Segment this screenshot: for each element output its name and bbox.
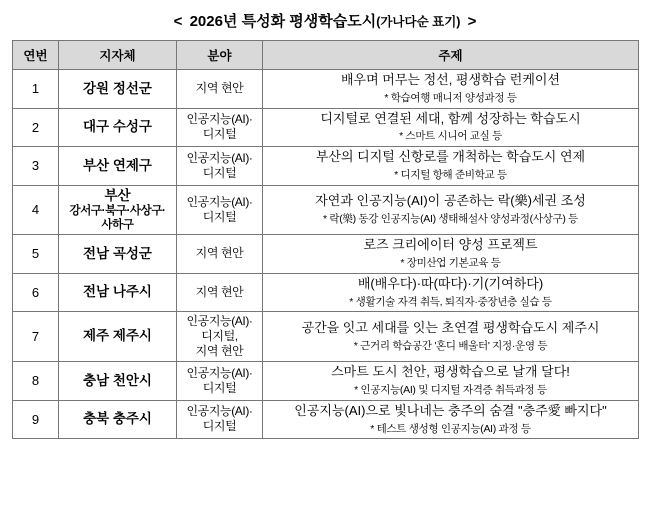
cell-no: 7 bbox=[13, 312, 59, 362]
cell-topic bbox=[263, 108, 639, 147]
cell-government bbox=[59, 147, 177, 186]
cell-topic bbox=[263, 185, 639, 235]
column-header-no: 연번 bbox=[13, 41, 59, 70]
cell-no: 5 bbox=[13, 235, 59, 274]
topic-note: * 생활기술 자격 취득, 퇴직자·중장년층 실습 등 bbox=[349, 295, 552, 308]
government-subdistricts: 사하구 bbox=[101, 219, 134, 232]
cell-government bbox=[59, 273, 177, 312]
field-line: 지역 현안 bbox=[195, 246, 244, 261]
cell-field bbox=[177, 400, 263, 439]
field-line: 인공지능(AI)· bbox=[186, 365, 253, 380]
title-close-angle: > bbox=[467, 13, 477, 30]
table-row bbox=[13, 70, 639, 109]
topic-title: 배(배우다)·따(따다)·기(기여하다) bbox=[357, 275, 544, 291]
column-header-government: 지자체 bbox=[59, 41, 177, 70]
government-name: 전남 곡성군 bbox=[83, 245, 152, 261]
topic-note: * 근거리 학습공간 '혼디 배울터' 지정·운영 등 bbox=[353, 339, 548, 352]
cell-no: 1 bbox=[13, 70, 59, 109]
title-paren: (가나다순 표기) bbox=[376, 15, 461, 29]
table-row bbox=[13, 273, 639, 312]
topic-title: 로즈 크리에이터 양성 프로젝트 bbox=[363, 237, 538, 253]
topic-title: 부산의 디지털 신항로를 개척하는 학습도시 연제 bbox=[315, 149, 586, 165]
cell-topic bbox=[263, 235, 639, 274]
field-line: 디지털 bbox=[202, 127, 237, 142]
specialized-cities-table bbox=[12, 40, 639, 439]
topic-note: * 학습여행 매니저 양성과정 등 bbox=[384, 91, 517, 104]
field-line: 디지털 bbox=[202, 165, 237, 180]
cell-field bbox=[177, 312, 263, 362]
field-line: 디지털 bbox=[202, 380, 237, 395]
topic-title: 디지털로 연결된 세대, 함께 성장하는 학습도시 bbox=[320, 110, 581, 126]
table-row bbox=[13, 235, 639, 274]
field-line: 지역 현안 bbox=[195, 81, 244, 96]
topic-title: 인공지능(AI)으로 빛나네는 충주의 숨결 "충주愛 빠지다" bbox=[294, 402, 607, 418]
cell-government bbox=[59, 362, 177, 401]
field-line: 인공지능(AI)· bbox=[186, 314, 253, 329]
cell-field bbox=[177, 362, 263, 401]
topic-note: * 장미산업 기본교육 등 bbox=[400, 256, 501, 269]
field-line: 지역 현안 bbox=[195, 284, 244, 299]
cell-field bbox=[177, 70, 263, 109]
cell-topic bbox=[263, 400, 639, 439]
cell-government bbox=[59, 185, 177, 235]
cell-no: 2 bbox=[13, 108, 59, 147]
field-line: 인공지능(AI)· bbox=[186, 404, 253, 419]
table-header-row bbox=[13, 41, 639, 70]
cell-government bbox=[59, 70, 177, 109]
table-row bbox=[13, 312, 639, 362]
topic-note: * 스마트 시니어 교실 등 bbox=[399, 130, 502, 143]
cell-field bbox=[177, 235, 263, 274]
cell-government bbox=[59, 312, 177, 362]
government-name: 전남 나주시 bbox=[83, 284, 152, 300]
cell-topic bbox=[263, 273, 639, 312]
table-row bbox=[13, 362, 639, 401]
government-name: 제주 제주시 bbox=[83, 328, 152, 344]
title-text-before: 2026년 bbox=[189, 13, 242, 30]
field-line: 디지털 bbox=[202, 209, 237, 224]
cell-no: 4 bbox=[13, 185, 59, 235]
topic-note: * 락(樂) 동강 인공지능(AI) 생태해설사 양성과정(사상구) 등 bbox=[322, 212, 579, 225]
cell-topic bbox=[263, 70, 639, 109]
topic-note: * 디지털 항해 준비학교 등 bbox=[394, 168, 507, 181]
table-row bbox=[13, 108, 639, 147]
topic-note: * 인공지능(AI) 및 디지털 자격증 취득과정 등 bbox=[354, 384, 547, 397]
cell-field bbox=[177, 108, 263, 147]
field-line: 디지털 bbox=[202, 419, 237, 434]
cell-government bbox=[59, 108, 177, 147]
table-row bbox=[13, 147, 639, 186]
field-line: 인공지능(AI)· bbox=[186, 150, 253, 165]
title-text-after: 평생학습도시 bbox=[285, 13, 377, 30]
topic-title: 배우며 머무는 정선, 평생학습 런케이션 bbox=[341, 72, 560, 87]
cell-topic bbox=[263, 362, 639, 401]
government-name: 부산 bbox=[104, 187, 131, 203]
cell-field bbox=[177, 185, 263, 235]
column-header-field: 분야 bbox=[177, 41, 263, 70]
government-name: 강원 정선군 bbox=[83, 80, 152, 96]
cell-no: 6 bbox=[13, 273, 59, 312]
field-line: 디지털, bbox=[201, 329, 238, 344]
table-body bbox=[13, 70, 639, 439]
cell-no: 9 bbox=[13, 400, 59, 439]
title-emphasis: 특성화 bbox=[241, 13, 286, 30]
government-name: 충남 천안시 bbox=[83, 372, 152, 388]
government-name: 부산 연제구 bbox=[83, 157, 152, 173]
topic-title: 자연과 인공지능(AI)이 공존하는 락(樂)세권 조성 bbox=[315, 193, 586, 209]
topic-title: 스마트 도시 천안, 평생학습으로 날개 달다! bbox=[331, 364, 570, 380]
field-line: 인공지능(AI)· bbox=[186, 194, 253, 209]
topic-title: 공간을 잇고 세대를 잇는 초연결 평생학습도시 제주시 bbox=[301, 319, 600, 335]
government-name: 대구 수성구 bbox=[83, 119, 152, 135]
field-line: 지역 현안 bbox=[195, 344, 244, 359]
cell-government bbox=[59, 400, 177, 439]
page-title bbox=[12, 0, 638, 40]
government-subdistricts: 강서구·북구·사상구· bbox=[69, 205, 166, 218]
table-row bbox=[13, 185, 639, 235]
cell-topic bbox=[263, 147, 639, 186]
cell-topic bbox=[263, 312, 639, 362]
table-row bbox=[13, 400, 639, 439]
column-header-topic: 주제 bbox=[263, 41, 639, 70]
title-open-angle: < bbox=[173, 13, 183, 30]
cell-government bbox=[59, 235, 177, 274]
cell-no: 3 bbox=[13, 147, 59, 186]
topic-note: * 테스트 생성형 인공지능(AI) 과정 등 bbox=[370, 422, 531, 435]
cell-no: 8 bbox=[13, 362, 59, 401]
government-name: 충북 충주시 bbox=[83, 411, 152, 427]
cell-field bbox=[177, 147, 263, 186]
cell-field bbox=[177, 273, 263, 312]
field-line: 인공지능(AI)· bbox=[186, 112, 253, 127]
